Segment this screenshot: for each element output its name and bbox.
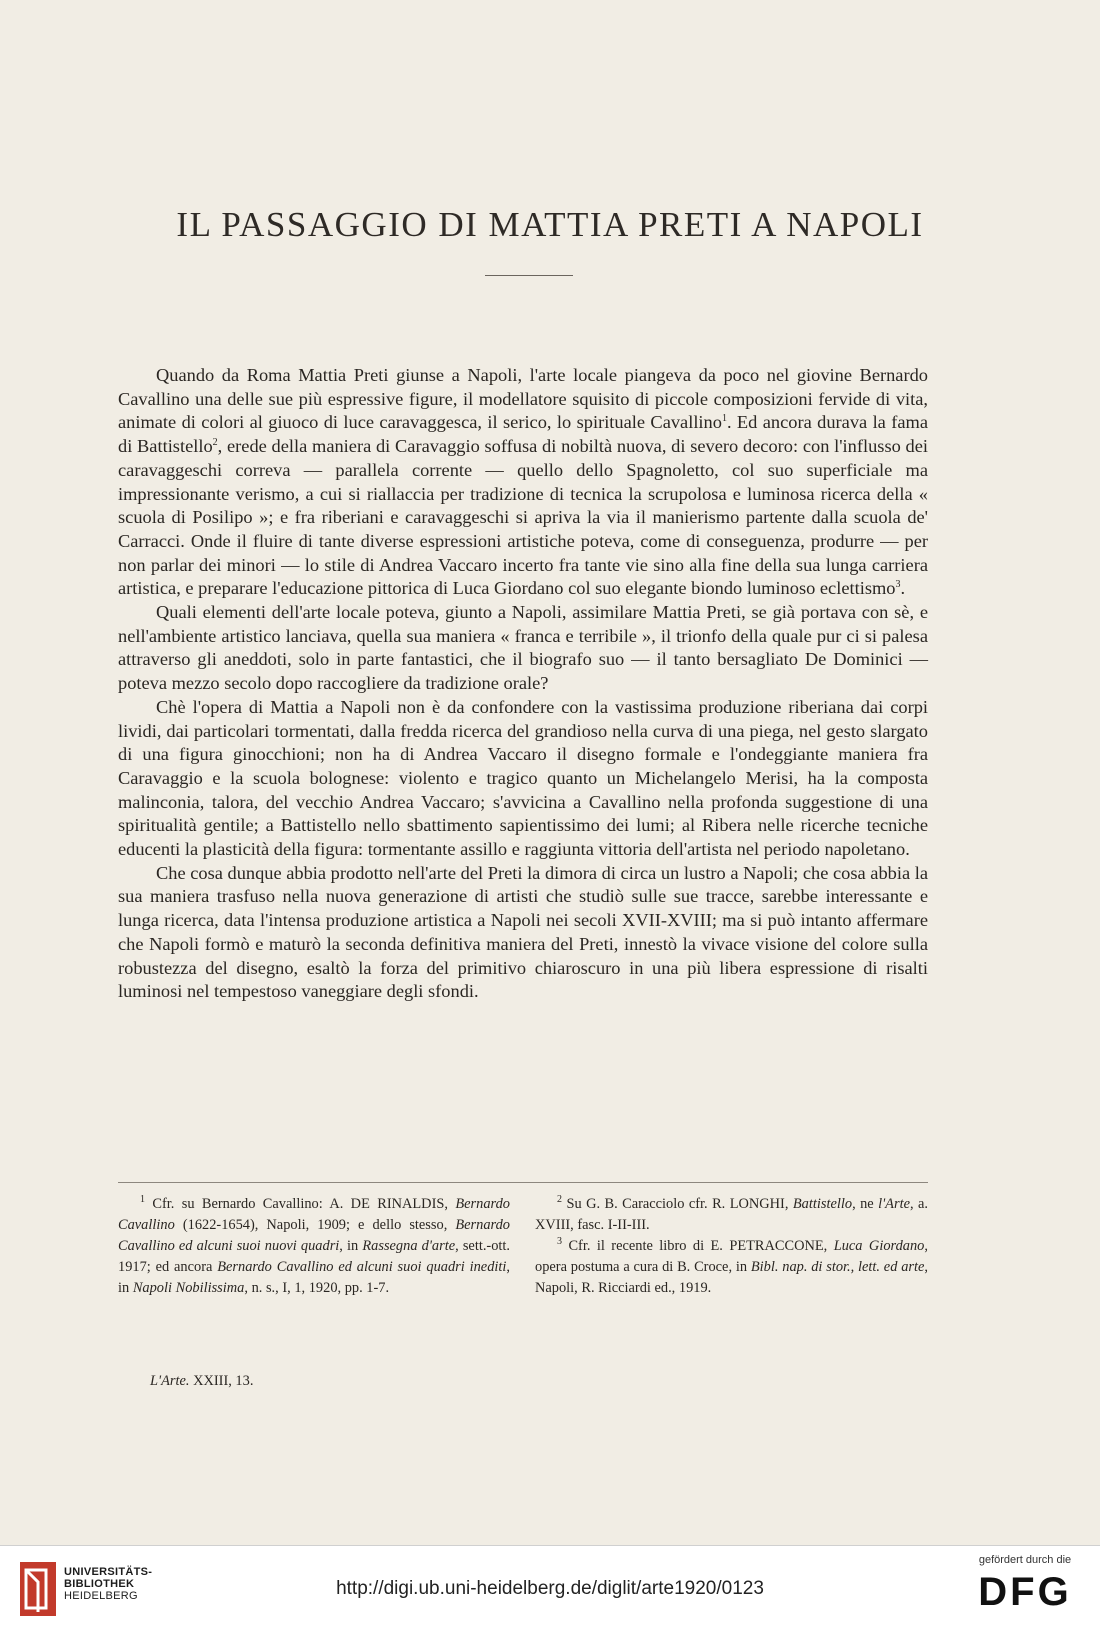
paragraph-1: Quando da Roma Mattia Preti giunse a Napoli, l'arte locale piangeva da poco nel giovine Bernardo Cavallino una delle sue più espressive figure, il modellatore squisito di piccole composizioni fervide di vita, animate di colori al giuoco di luce caravaggesca, il serico, lo spirituale Cavallino$^1$. Ed ancora durava la fama di Battistello$^2$, erede della maniera di Caravaggio soffusa di nobiltà nuova, di severo decoro: con l'influsso dei caravaggeschi correva — parallela corrente — quello dello Spagnoletto, col suo superficiale ma impressionante verismo, a cui si riallaccia per tradizione di tecnica la scrupolosa e luminosa ricerca della « scuola di Posilipo »; e fra riberiani e caravaggeschi si apriva la via il manierismo partente dalla scuola de' Carracci. Onde il fluire di tante diverse espressioni artistiche poteva, come di conseguenza, produrre — per non parlar dei minori — lo stile di Andrea Vaccaro incerto fra tante vie sino alla fine della sua lunga carriera artistica, e preparare l'educazione pittorica di Luca Giordano col suo elegante biondo luminoso eclettismo$^3$. [118,365,928,599]
permalink-url[interactable]: http://digi.ub.uni-heidelberg.de/diglit/arte1920/0123 [336,1578,764,1599]
footnote-ref-3[interactable]: 3 [895,579,901,591]
paragraph-4: Che cosa dunque abbia prodotto nell'arte del Preti la dimora di circa un lustro a Napoli; che cosa abbia la sua maniera trasfuso nella nuova generazione di artisti che studiò sulle sue tracce, sarebbe interessante e lunga ricerca, data l'intensa produzione artistica a Napoli nei secoli XVII-XVIII; ma si può intanto affermare che Napoli formò e maturò la seconda definitiva maniera del Preti, innestò la vivace visione del colore sulla robustezza del disegno, esaltò la forza del primitivo chiaroscuro in una più libera espressione di risalti luminosi nel tempestoso vaneggiare degli sfondi. [118,862,928,1002]
page-number: L'Arte. XXIII, 13. [150,1373,254,1389]
footnote-divider [118,1182,928,1183]
article-title: IL PASSAGGIO DI MATTIA PRETI A NAPOLI [176,205,924,244]
footnote-1: $^1$ Cfr. su Bernardo Cavallino: A. DE RINALDIS, Bernardo Cavallino (1622-1654), Napoli, 1909; e dello stesso, Bernardo Cavallino ed alcuni suoi nuovi quadri, in Rassegna d'arte, sett.-ott. 1917; ed ancora Bernardo Cavallino ed alcuni suoi quadri inediti, in Napoli Nobilissima, n. s., I, 1, 1920, pp. 1-7. [118,1194,510,1296]
footnotes-left-column [118,1194,510,1299]
footnotes-right-column [535,1194,928,1299]
footnote-ref-2[interactable]: 2 [212,436,218,448]
footnote-ref-1[interactable]: 1 [721,413,727,425]
digitization-footer [0,1545,1100,1630]
library-name: UNIVERSITÄTS- BIBLIOTHEK HEIDELBERG [64,1566,153,1602]
footnote-3: $^3$ Cfr. il recente libro di E. PETRACCONE, Luca Giordano, opera postuma a cura di B. Croce, in Bibl. nap. di stor., lett. ed arte, Napoli, R. Ricciardi ed., 1919. [535,1236,928,1296]
title-divider [485,275,573,276]
paragraph-3: Chè l'opera di Mattia a Napoli non è da confondere con la vastissima produzione riberiana dai corpi lividi, dai particolari tormentati, dalla fredda ricerca del grandioso nella curva di una piega, nel gesto slargato di una figura ginocchioni; non ha di Andrea Vaccaro il disegno formale e l'ondeggiante maniera fra Caravaggio e la scuola bolognese: violento e tragico quanto un Michelangelo Merisi, ha la composta malinconia, talora, del vecchio Andrea Vaccaro; s'avvicina a Cavallino nella profonda suggestione di una spiritualità gentile; a Battistello nello sbattimento sapientissimo dei lumi; al Ribera nelle ricerche tecniche educenti la plasticità della figura: tormentante assillo e raggiunta vittoria dell'artista nel periodo napoletano. [118,696,928,860]
funder-logo: gefördert durch die DFG [978,1554,1072,1614]
paragraph-2: Quali elementi dell'arte locale poteva, giunto a Napoli, assimilare Mattia Preti, se già portava con sè, e nell'ambiente artistico lanciava, quella sua maniera « franca e terribile », il trionfo della quale pur ci si palesa attraverso gli aneddoti, solo in parte fantastici, che il biografo suo — il tanto bersagliato De Dominici — poteva mezzo secolo dopo raccogliere da tradizione orale? [118,602,928,694]
footnote-2: $^2$ Su G. B. Caracciolo cfr. R. LONGHI, Battistello, ne l'Arte, a. XVIII, fasc. I-II-III. [535,1194,928,1233]
article-body [118,364,928,1004]
